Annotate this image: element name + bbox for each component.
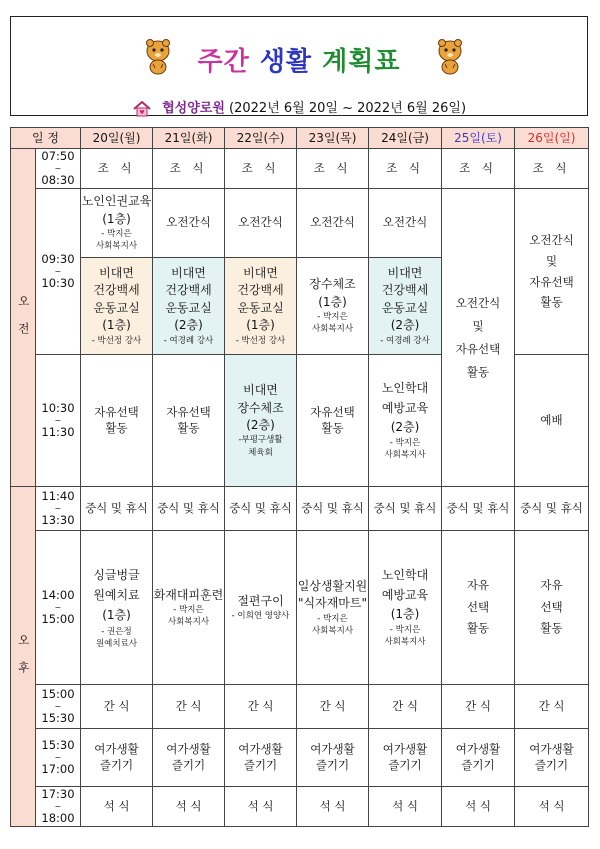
cell-dinner: 석 식: [225, 787, 297, 827]
cell-breakfast: 조 식: [153, 149, 225, 189]
cell-snack: 간 식: [442, 685, 515, 729]
time-cell: 15:00 ~ 15:30: [36, 685, 81, 729]
cell-tue-afternoon: 화재대피훈련 - 박지은 사회복지사: [153, 531, 225, 685]
weekly-schedule-table: [10, 127, 589, 827]
cell-wed-late-morning: 비대면 장수체조 (2층) -부평구생활 체육회: [225, 355, 297, 487]
schedule-header: 일 정: [11, 128, 81, 149]
row-morning-1: [11, 189, 589, 355]
header-box: [10, 16, 588, 116]
row-leisure: [11, 729, 589, 787]
cell-lunch: 중식 및 휴식: [297, 487, 369, 531]
cell-thu-morning: 오전간식 장수체조 (1층) - 박지은 사회복지사: [297, 189, 369, 355]
cell-dinner: 석 식: [515, 787, 589, 827]
cell-dinner: 석 식: [297, 787, 369, 827]
row-dinner: [11, 787, 589, 827]
cell-snack: 간 식: [369, 685, 442, 729]
date-range: (2022년 6월 20일 ~ 2022년 6월 26일): [229, 101, 467, 116]
cell-dinner: 석 식: [369, 787, 442, 827]
cell-sun-afternoon: 자유 선택 활동: [515, 531, 589, 685]
cell-tue-morning: 오전간식 비대면 건강백세 운동교실 (2층) - 여경례 강사: [153, 189, 225, 355]
day-header: 22일(수): [225, 128, 297, 149]
cell-tue-late-morning: 자유선택 활동: [153, 355, 225, 487]
cell-mon-afternoon: 싱글벙글 원예치료 (1층) - 권은정 원예치료사: [81, 531, 153, 685]
row-breakfast: [11, 149, 589, 189]
time-cell: 10:30 ~ 11:30: [36, 355, 81, 487]
cell-snack: 간 식: [515, 685, 589, 729]
cell-snack: 간 식: [297, 685, 369, 729]
cell-mon-morning: 노인인권교육 (1층) - 박지은 사회복지사 비대면 건강백세 운동교실 (1층) - 박선정 강사: [81, 189, 153, 355]
cell-mon-late-morning: 자유선택 활동: [81, 355, 153, 487]
subtitle: [11, 97, 587, 117]
cell-thu-afternoon: 일상생활지원 "식자재마트" - 박지은 사회복지사: [297, 531, 369, 685]
cell-lunch: 중식 및 휴식: [442, 487, 515, 531]
cell-snack: 간 식: [81, 685, 153, 729]
cell-breakfast: 조 식: [369, 149, 442, 189]
day-header-sunday: 26일(일): [515, 128, 589, 149]
cell-breakfast: 조 식: [515, 149, 589, 189]
time-cell: 15:30 ~ 17:00: [36, 729, 81, 787]
time-cell: 09:30 ~ 10:30: [36, 189, 81, 355]
row-lunch: [11, 487, 589, 531]
cell-breakfast: 조 식: [81, 149, 153, 189]
day-header-saturday: 25일(토): [442, 128, 515, 149]
cell-dinner: 석 식: [153, 787, 225, 827]
cell-snack: 간 식: [153, 685, 225, 729]
header-row: [11, 128, 589, 149]
day-header: 21일(화): [153, 128, 225, 149]
day-header: 23일(목): [297, 128, 369, 149]
cell-leisure: 여가생활 즐기기: [225, 729, 297, 787]
tiger-mascot-icon: [433, 37, 467, 75]
cell-leisure: 여가생활 즐기기: [153, 729, 225, 787]
cell-sat-afternoon: 자유 선택 활동: [442, 531, 515, 685]
row-afternoon: [11, 531, 589, 685]
day-header: 24일(금): [369, 128, 442, 149]
cell-lunch: 중식 및 휴식: [81, 487, 153, 531]
cell-leisure: 여가생활 즐기기: [515, 729, 589, 787]
period-pm: 오 후: [11, 487, 36, 827]
time-cell: 07:50 ~ 08:30: [36, 149, 81, 189]
cell-lunch: 중식 및 휴식: [225, 487, 297, 531]
cell-fri-late-morning: 노인학대 예방교육 (2층) - 박지은 사회복지사: [369, 355, 442, 487]
day-header: 20일(월): [81, 128, 153, 149]
cell-lunch: 중식 및 휴식: [369, 487, 442, 531]
cell-sun-late-morning: 예배: [515, 355, 589, 487]
cell-snack: 간 식: [225, 685, 297, 729]
cell-leisure: 여가생활 즐기기: [81, 729, 153, 787]
cell-wed-morning: 오전간식 비대면 건강백세 운동교실 (1층) - 박선정 강사: [225, 189, 297, 355]
cell-breakfast: 조 식: [225, 149, 297, 189]
cell-lunch: 중식 및 휴식: [515, 487, 589, 531]
page-title: 주간 생활 계획표: [197, 47, 401, 77]
org-name: 협성양로원: [162, 101, 225, 116]
time-cell: 14:00 ~ 15:00: [36, 531, 81, 685]
row-snack: [11, 685, 589, 729]
period-am: 오 전: [11, 149, 36, 487]
cell-sun-morning: 오전간식 및 자유선택 활동: [515, 189, 589, 355]
cell-leisure: 여가생활 즐기기: [442, 729, 515, 787]
cell-leisure: 여가생활 즐기기: [297, 729, 369, 787]
time-cell: 17:30 ~ 18:00: [36, 787, 81, 827]
cell-dinner: 석 식: [442, 787, 515, 827]
cell-breakfast: 조 식: [297, 149, 369, 189]
house-icon: [132, 101, 152, 117]
cell-breakfast: 조 식: [442, 149, 515, 189]
cell-leisure: 여가생활 즐기기: [369, 729, 442, 787]
cell-dinner: 석 식: [81, 787, 153, 827]
cell-sat-morning: 오전간식 및 자유선택 활동: [442, 189, 515, 487]
cell-lunch: 중식 및 휴식: [153, 487, 225, 531]
cell-wed-afternoon: 절편구이 - 이희연 영양사: [225, 531, 297, 685]
cell-thu-late-morning: 자유선택 활동: [297, 355, 369, 487]
time-cell: 11:40 ~ 13:30: [36, 487, 81, 531]
cell-fri-morning: 오전간식 비대면 건강백세 운동교실 (2층) - 여경례 강사: [369, 189, 442, 355]
cell-fri-afternoon: 노인학대 예방교육 (1층) - 박지은 사회복지사: [369, 531, 442, 685]
